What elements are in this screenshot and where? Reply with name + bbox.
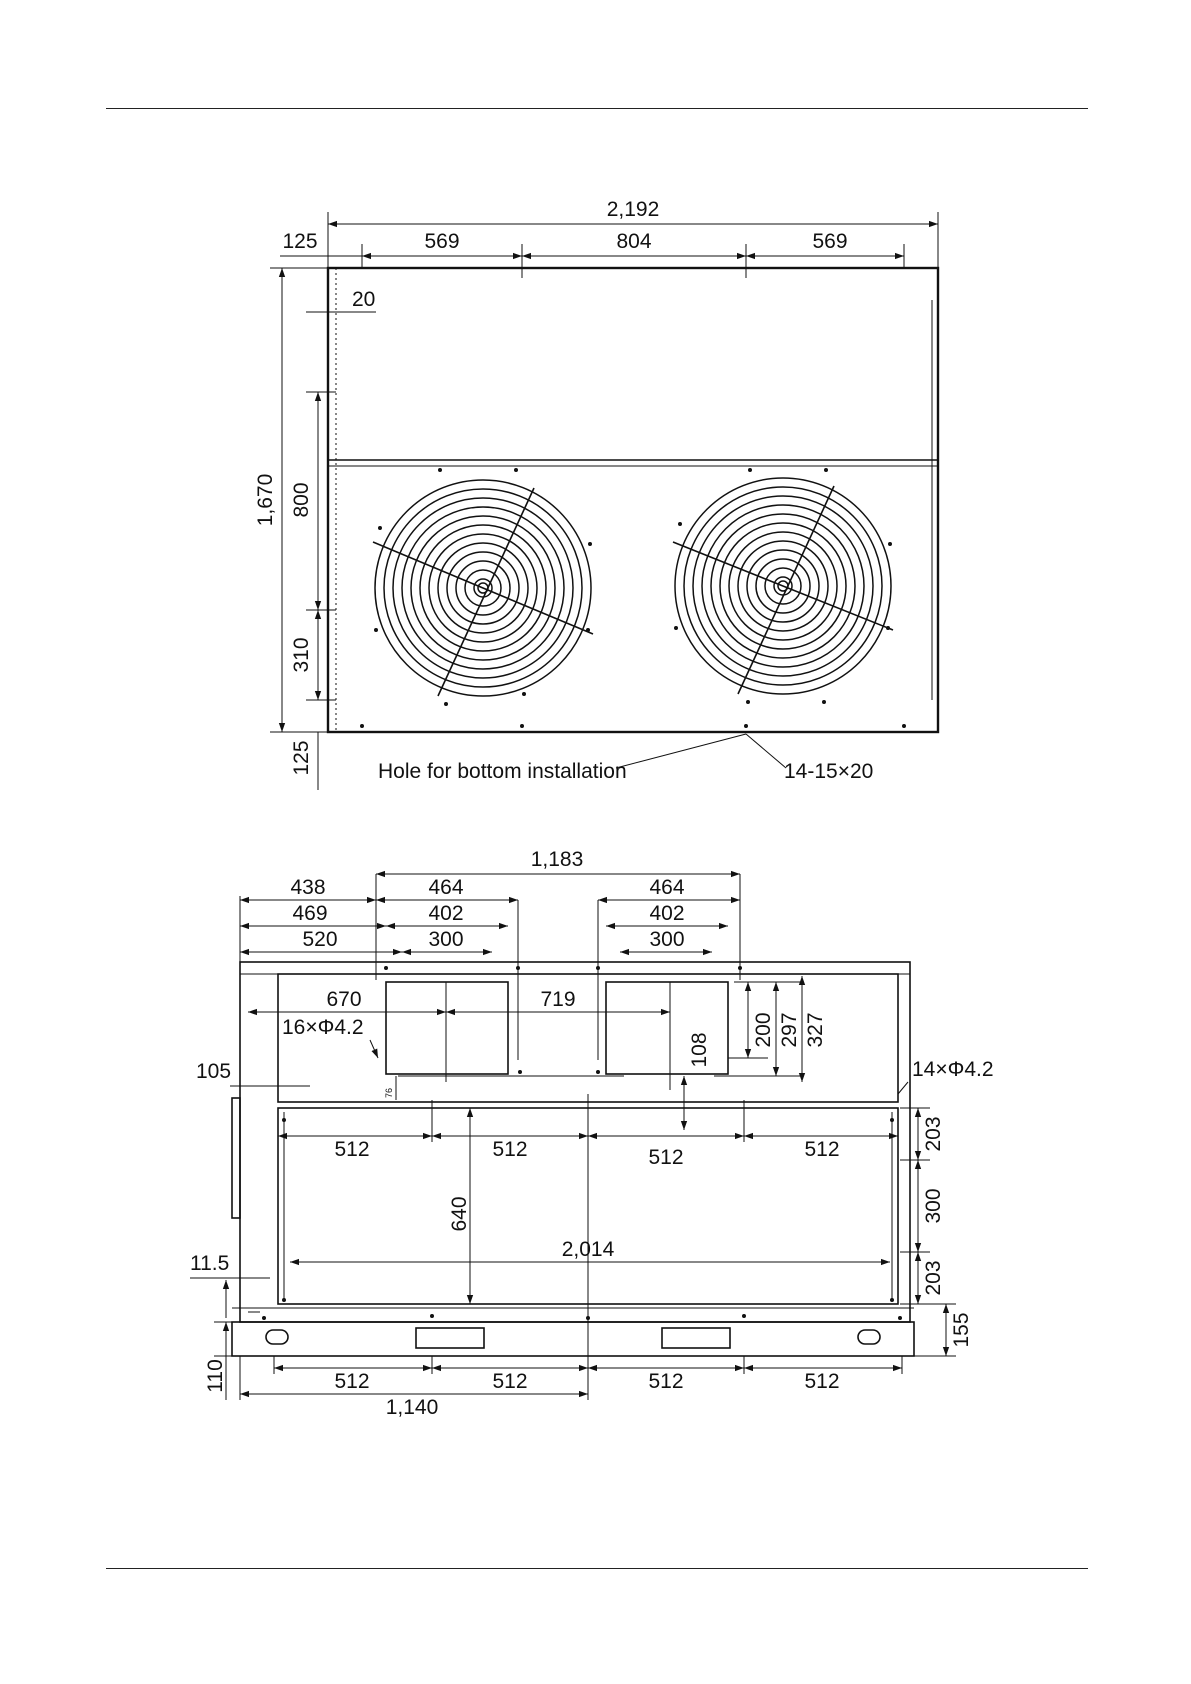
dim-512-b4: 512 xyxy=(804,1370,840,1393)
dim-800: 800 xyxy=(290,482,313,518)
leader-hole-right xyxy=(746,734,786,768)
dim-464-b: 464 xyxy=(649,876,685,899)
dim-469: 469 xyxy=(292,902,328,925)
dim-512-m1: 512 xyxy=(334,1138,370,1161)
leader-hole-left xyxy=(616,734,746,768)
hole-spec: 14-15×20 xyxy=(784,760,874,783)
fan-grille-right xyxy=(673,468,893,704)
dim-512-m3: 512 xyxy=(648,1146,684,1169)
dim-1140: 1,140 xyxy=(385,1396,439,1419)
opening-left xyxy=(386,982,508,1074)
dim-300-right: 300 xyxy=(922,1188,945,1224)
dim-512-b3: 512 xyxy=(648,1370,684,1393)
dim-155: 155 xyxy=(950,1312,973,1348)
bottom-holes xyxy=(360,724,906,728)
dim-2192: 2,192 xyxy=(606,198,660,221)
top-view xyxy=(254,198,938,790)
dim-110: 110 xyxy=(204,1359,227,1393)
dim-402-a: 402 xyxy=(428,902,464,925)
dim-464-a: 464 xyxy=(428,876,464,899)
dim-300-b: 300 xyxy=(649,928,685,951)
base-slot-3 xyxy=(662,1328,730,1348)
dim-1670: 1,670 xyxy=(254,473,277,527)
dim-569-right: 569 xyxy=(812,230,848,253)
fan-grille-left xyxy=(373,468,593,706)
dim-20: 20 xyxy=(352,288,376,311)
dim-310: 310 xyxy=(290,637,313,673)
dim-512-m4: 512 xyxy=(804,1138,840,1161)
base-slot-2 xyxy=(416,1328,484,1348)
dim-512-b2: 512 xyxy=(492,1370,528,1393)
dim-512-b1: 512 xyxy=(334,1370,370,1393)
dim-125-top: 125 xyxy=(282,230,318,253)
dim-76: 76 xyxy=(384,1087,394,1098)
dim-125-bottom: 125 xyxy=(290,740,313,776)
dim-300-a: 300 xyxy=(428,928,464,951)
dim-11-5: 11.5 xyxy=(190,1252,230,1275)
dim-200: 200 xyxy=(752,1012,775,1048)
base-slot-4 xyxy=(858,1330,880,1344)
dim-640: 640 xyxy=(448,1196,471,1232)
dim-569-left: 569 xyxy=(424,230,460,253)
dim-520: 520 xyxy=(302,928,338,951)
dim-804: 804 xyxy=(616,230,652,253)
dim-402-b: 402 xyxy=(649,902,685,925)
hole-label: Hole for bottom installation xyxy=(378,760,627,783)
leader-16-holes xyxy=(370,1040,378,1058)
holes-left-label: 16×Φ4.2 xyxy=(282,1016,364,1039)
dim-512-m2: 512 xyxy=(492,1138,528,1161)
dim-108: 108 xyxy=(688,1032,711,1068)
holes-right-label: 14×Φ4.2 xyxy=(912,1058,994,1081)
left-side-panel xyxy=(232,1098,240,1218)
dim-719: 719 xyxy=(540,988,576,1011)
dim-297: 297 xyxy=(778,1012,801,1048)
dim-2014: 2,014 xyxy=(561,1238,615,1261)
dim-1183: 1,183 xyxy=(530,848,584,871)
dim-327: 327 xyxy=(804,1012,827,1048)
front-view xyxy=(190,848,994,1419)
dim-203-top: 203 xyxy=(922,1116,945,1152)
dim-203-bot: 203 xyxy=(922,1260,945,1296)
dim-105: 105 xyxy=(196,1060,232,1083)
leader-14-holes xyxy=(898,1082,908,1094)
dim-438: 438 xyxy=(290,876,326,899)
front-base xyxy=(232,1322,914,1356)
dim-670: 670 xyxy=(326,988,362,1011)
base-slot-1 xyxy=(266,1330,288,1344)
